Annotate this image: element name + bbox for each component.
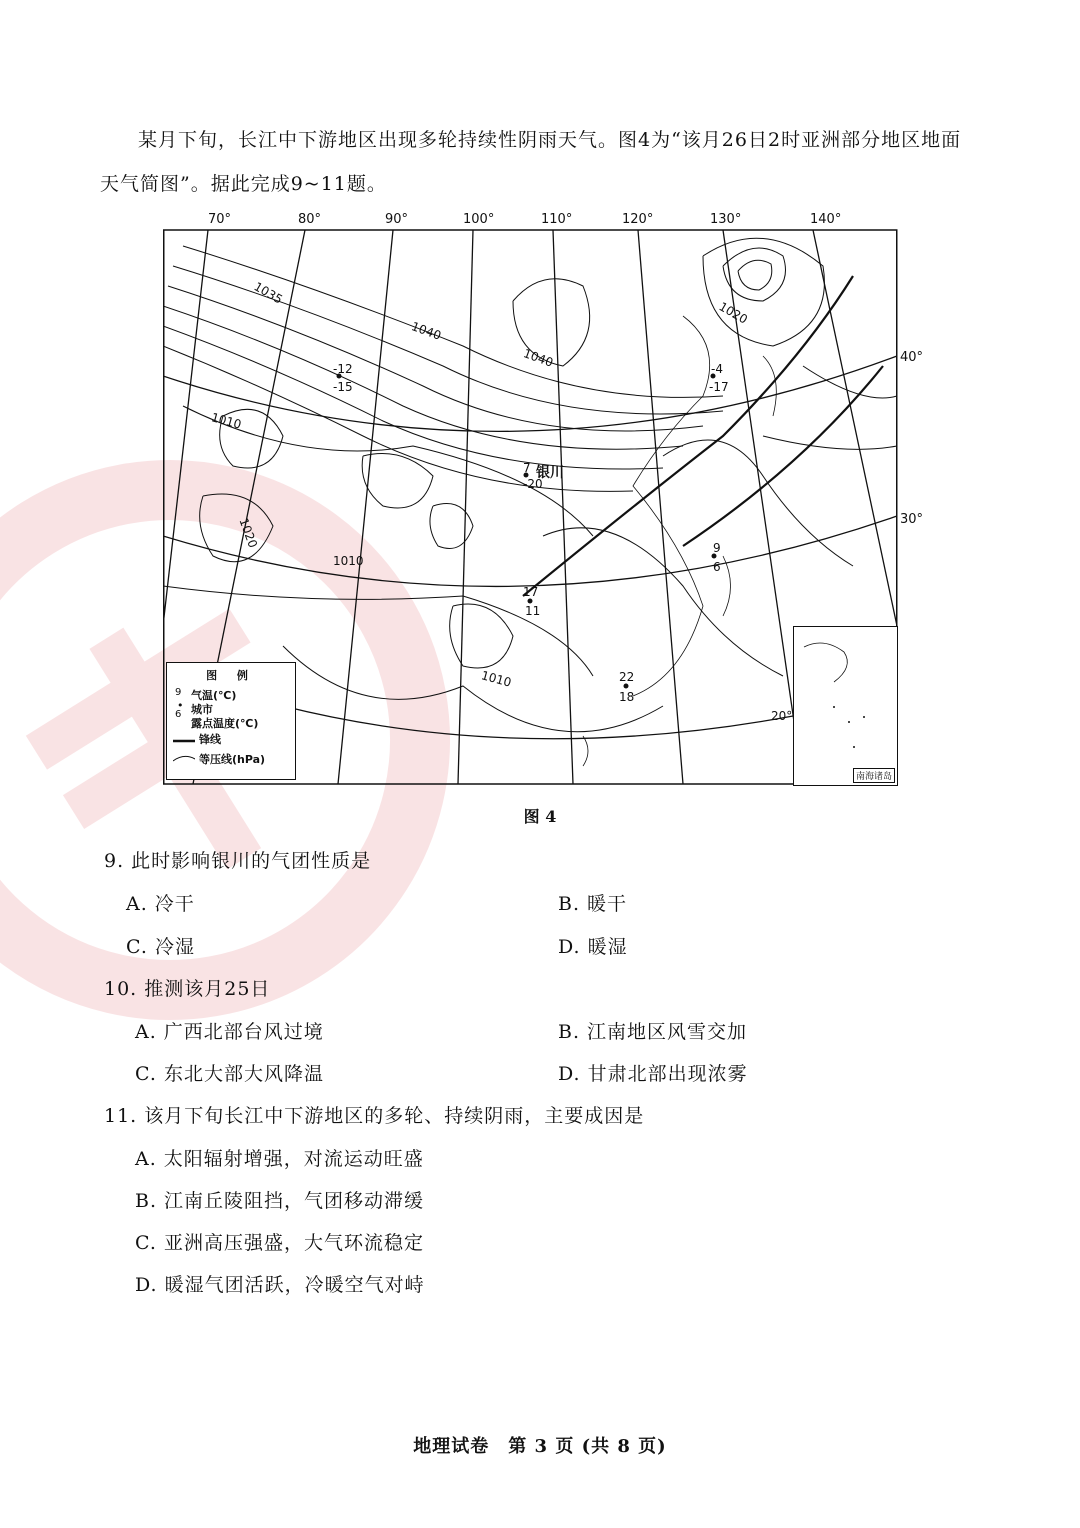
lat-label-40: 40° [900,350,924,365]
station-dew: -17 [709,380,729,394]
legend-isobar-row [173,753,195,766]
station-dots [337,374,717,689]
lon-label-70: 70° [208,212,232,227]
question-11-stem: 11. 该月下旬长江中下游地区的多轮、持续阴雨，主要成因是 [104,1105,645,1127]
station-temp: 7 [523,461,531,475]
inset-label: 南海诸岛 [853,768,895,783]
isobar-line-icon [173,753,195,763]
station-temp: 22 [619,670,635,684]
lon-label-100: 100° [463,212,495,227]
station-temp: 9 [713,541,721,555]
station-temp: 17 [523,585,539,599]
intro-line-2: 天气简图”。据此完成9~11题。 [100,173,387,195]
lon-label-140: 140° [810,212,842,227]
question-9-option-d: D. 暖湿 [558,936,628,958]
legend-front-row [173,735,195,748]
station-dew: 11 [525,604,541,618]
question-9-option-b: B. 暖干 [558,893,628,915]
lon-label-80: 80° [298,212,322,227]
inset-drawing [794,627,897,785]
coastline [583,316,776,766]
question-9-stem: 9. 此时影响银川的气团性质是 [104,850,372,872]
intro-paragraph [100,118,980,206]
legend-temp-sample: 9 [175,687,182,698]
isobar-label: 1035 [251,279,286,307]
legend-dot-sample: • [177,699,184,712]
intro-line-1: 某月下旬，长江中下游地区出现多轮持续性阴雨天气。图4为“该月26日2时亚洲部分地区地面 [138,129,962,151]
question-11-option-a: A. 太阳辐射增强，对流运动旺盛 [135,1148,424,1170]
lat-label-30: 30° [900,512,924,527]
isobar-label: 1010 [479,668,513,690]
isobar-label: 1020 [236,516,261,550]
question-11-option-d: D. 暖湿气团活跃，冷暖空气对峙 [135,1274,425,1296]
lat-label-20: 20° [771,709,793,723]
isobar-label: 1010 [333,554,364,568]
legend-temp-label: 气温(℃) [191,689,237,702]
figure-caption: 图 4 [523,807,557,826]
question-9-option-a: A. 冷干 [126,893,195,915]
station-dew: -20 [523,477,543,491]
legend-title: 图 例 [206,669,256,682]
legend-isobar-label: 等压线(hPa) [199,753,266,766]
isobar-label: 1020 [716,299,751,327]
lon-label-120: 120° [622,212,654,227]
south-china-sea-inset [793,626,898,786]
question-10-stem: 10. 推测该月25日 [104,978,271,1000]
question-10-option-c: C. 东北大部大风降温 [135,1063,324,1085]
station-dew: 18 [619,690,635,704]
question-10-option-b: B. 江南地区风雪交加 [558,1021,748,1043]
lon-label-110: 110° [541,212,573,227]
lon-label-90: 90° [385,212,409,227]
question-11-option-c: C. 亚洲高压强盛，大气环流稳定 [135,1232,424,1254]
station-dew: 6 [713,560,721,574]
city-label-yinchuan: 银川 [536,465,564,481]
station-temp: -4 [711,362,723,376]
isobar-label: 1010 [209,410,243,432]
question-11-option-b: B. 江南丘陵阻挡，气团移动滞缓 [135,1190,425,1212]
weather-map [163,206,898,786]
lon-label-130: 130° [710,212,742,227]
legend-front-label: 锋线 [199,733,221,746]
front-lines [523,276,883,596]
front-line-icon [173,737,195,745]
isobar-label: 1040 [521,346,556,370]
legend-city-label: 城市 [191,703,213,716]
isobar-label: 1040 [409,319,444,343]
question-10-option-d: D. 甘肃北部出现浓雾 [558,1063,748,1085]
question-9-option-c: C. 冷湿 [126,936,195,958]
station-dew: -15 [333,380,353,394]
station-temp: -12 [333,362,353,376]
legend-dew-sample: 6 [175,709,182,720]
question-10-option-a: A. 广西北部台风过境 [135,1021,324,1043]
page-footer: 地理试卷 第 3 页 (共 8 页) [413,1436,667,1457]
legend-dew-label: 露点温度(℃) [191,717,259,730]
map-legend [166,662,296,780]
